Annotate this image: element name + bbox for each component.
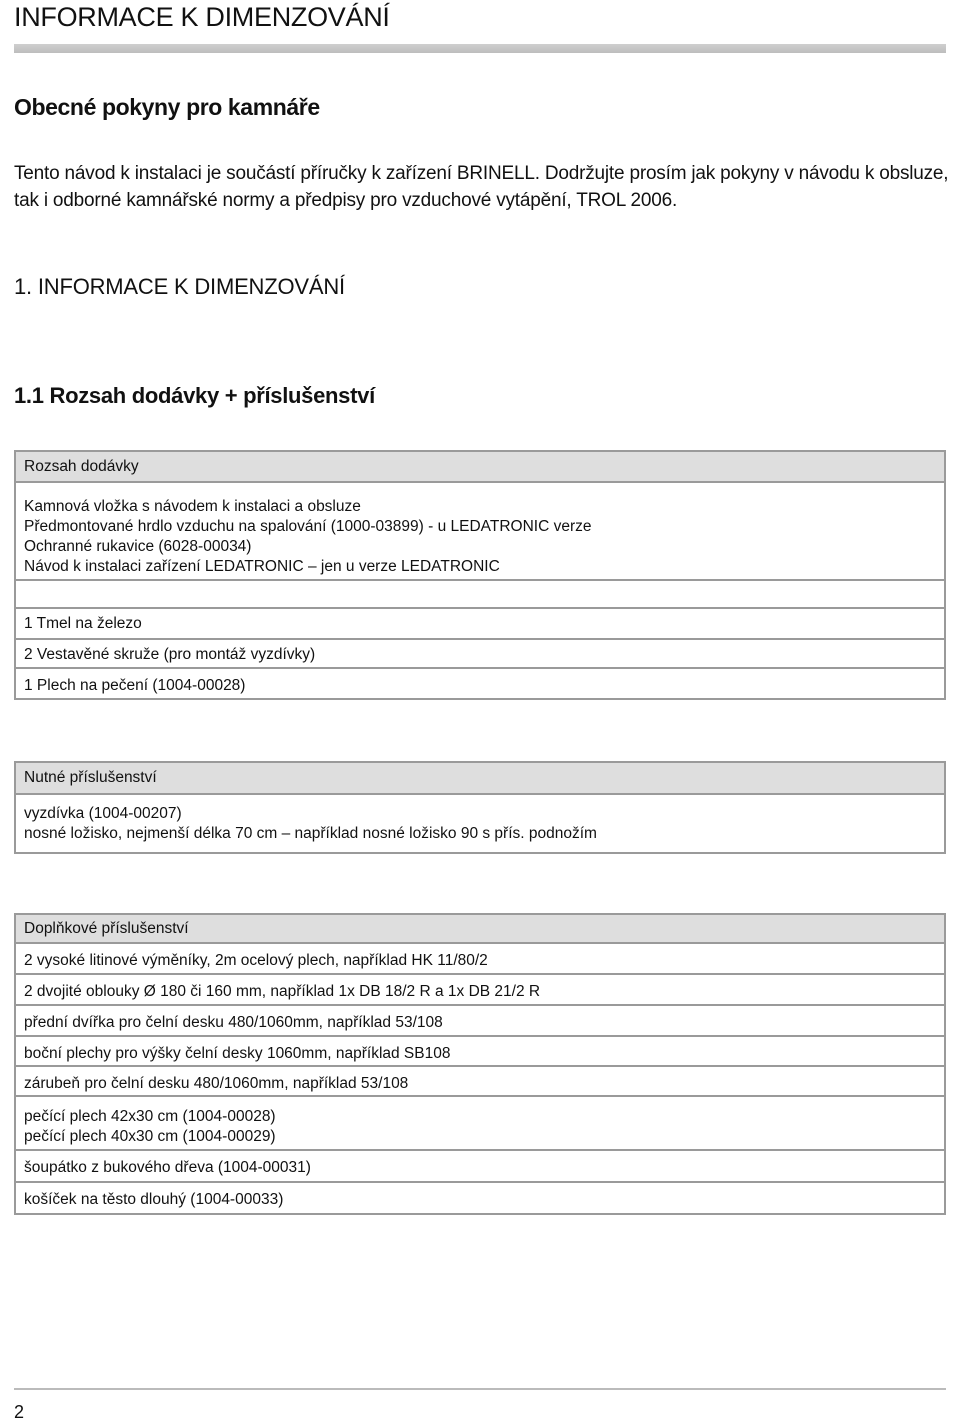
scope-table bbox=[14, 450, 946, 700]
scope-item: Ochranné rukavice (6028-00034) bbox=[24, 538, 252, 555]
optional-row bbox=[16, 1067, 944, 1097]
scope-table-header bbox=[16, 452, 944, 483]
scope-extra-item: 1 Plech na pečení (1004-00028) bbox=[24, 677, 246, 694]
scope-item: Návod k instalaci zařízení LEDATRONIC – jen u verze LEDATRONIC bbox=[24, 558, 500, 575]
page-number: 2 bbox=[14, 1402, 25, 1422]
optional-row bbox=[16, 1151, 944, 1183]
required-table-header bbox=[16, 763, 944, 795]
optional-item: pečící plech 42x30 cm (1004-00028) bbox=[24, 1108, 276, 1125]
optional-item: pečící plech 40x30 cm (1004-00029) bbox=[24, 1128, 276, 1145]
subchapter-heading: 1.1 Rozsah dodávky + příslušenství bbox=[14, 383, 375, 408]
optional-table-header bbox=[16, 915, 944, 944]
document-title: INFORMACE K DIMENZOVÁNÍ bbox=[14, 2, 390, 32]
scope-item: Kamnová vložka s návodem k instalaci a obsluze bbox=[24, 498, 361, 515]
optional-row bbox=[16, 1097, 944, 1151]
optional-row bbox=[16, 944, 944, 975]
scope-item: Předmontované hrdlo vzduchu na spalování (1000-03899) - u LEDATRONIC verze bbox=[24, 518, 592, 535]
optional-item: přední dvířka pro čelní desku 480/1060mm, například 53/108 bbox=[24, 1014, 443, 1031]
optional-item: košíček na těsto dlouhý (1004-00033) bbox=[24, 1191, 284, 1208]
optional-table-header-text: Doplňkové příslušenství bbox=[24, 920, 189, 937]
scope-empty-row bbox=[16, 581, 944, 609]
optional-item: 2 dvojité oblouky Ø 180 či 160 mm, například 1x DB 18/2 R a 1x DB 21/2 R bbox=[24, 983, 541, 1000]
required-item: nosné ložisko, nejmenší délka 70 cm – například nosné ložisko 90 s přís. podnožím bbox=[24, 825, 597, 842]
scope-table-header-text: Rozsah dodávky bbox=[24, 458, 139, 475]
required-item: vyzdívka (1004-00207) bbox=[24, 805, 182, 822]
scope-items-cell bbox=[16, 483, 944, 581]
optional-row bbox=[16, 975, 944, 1006]
chapter-heading: 1. INFORMACE K DIMENZOVÁNÍ bbox=[14, 274, 345, 299]
footer-divider bbox=[14, 1388, 946, 1390]
optional-item: šoupátko z bukového dřeva (1004-00031) bbox=[24, 1159, 311, 1176]
optional-item: zárubeň pro čelní desku 480/1060mm, například 53/108 bbox=[24, 1075, 409, 1092]
required-items-cell bbox=[16, 795, 944, 854]
required-table-header-text: Nutné příslušenství bbox=[24, 769, 157, 786]
optional-accessories-table bbox=[14, 913, 946, 1215]
scope-extra-row bbox=[16, 609, 944, 640]
title-divider bbox=[14, 44, 946, 53]
section-heading: Obecné pokyny pro kamnáře bbox=[14, 94, 320, 120]
scope-extra-row bbox=[16, 669, 944, 700]
optional-row bbox=[16, 1037, 944, 1067]
optional-row bbox=[16, 1183, 944, 1215]
intro-paragraph: Tento návod k instalaci je součástí příručky k zařízení BRINELL. Dodržujte prosím jak pokyny v návodu k obsluze, tak i odborné kamnářské normy a předpisy pro vzduchové vytápění, TROL 2006. bbox=[14, 163, 949, 211]
scope-extra-item: 2 Vestavěné skruže (pro montáž vyzdívky) bbox=[24, 646, 316, 663]
scope-extra-item: 1 Tmel na železo bbox=[24, 615, 142, 632]
optional-item: 2 vysoké litinové výměníky, 2m ocelový plech, například HK 11/80/2 bbox=[24, 952, 488, 969]
scope-extra-row bbox=[16, 640, 944, 669]
optional-row bbox=[16, 1006, 944, 1037]
optional-item: boční plechy pro výšky čelní desky 1060mm, například SB108 bbox=[24, 1045, 451, 1062]
required-accessories-table bbox=[14, 761, 946, 854]
